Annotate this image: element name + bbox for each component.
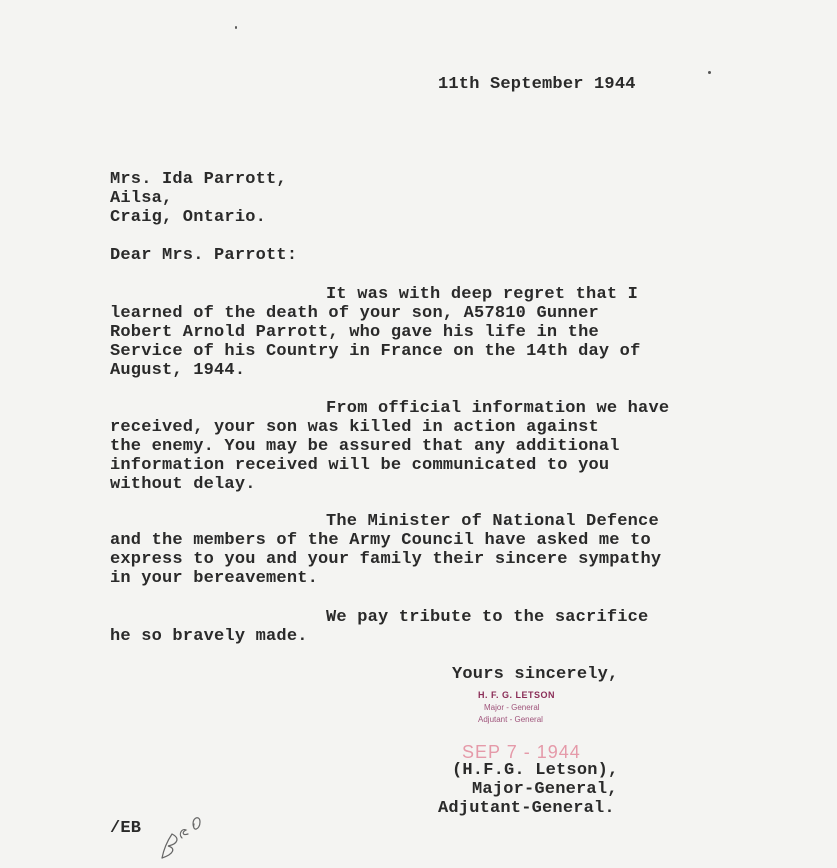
paragraph-line: information received will be communicated to you bbox=[110, 456, 610, 475]
recipient-line: Craig, Ontario. bbox=[110, 208, 267, 227]
paragraph-line: It was with deep regret that I bbox=[326, 285, 639, 304]
signature-stamp-name: H. F. G. LETSON bbox=[478, 690, 556, 700]
paper-speck bbox=[708, 71, 711, 74]
received-date-stamp: SEP 7 - 1944 bbox=[462, 742, 581, 762]
paragraph-line: express to you and your family their sincere sympathy bbox=[110, 550, 662, 569]
paragraph-line: From official information we have bbox=[326, 399, 670, 418]
paragraph-line: the enemy. You may be assured that any additional bbox=[110, 437, 620, 456]
signatory-rank: Major-General, bbox=[472, 780, 618, 799]
recipient-line: Ailsa, bbox=[110, 189, 173, 208]
salutation: Dear Mrs. Parrott: bbox=[110, 246, 298, 265]
paragraph-line: received, your son was killed in action against bbox=[110, 418, 599, 437]
paragraph-line: in your bereavement. bbox=[110, 569, 319, 588]
signatory-name: (H.F.G. Letson), bbox=[452, 761, 619, 780]
paragraph-line: Service of his Country in France on the 14th day of bbox=[110, 342, 641, 361]
signature-stamp-rank: Major - General bbox=[484, 703, 540, 712]
recipient-line: Mrs. Ida Parrott, bbox=[110, 170, 287, 189]
signatory-title: Adjutant-General. bbox=[438, 799, 615, 818]
paragraph-line: Robert Arnold Parrott, who gave his life in the bbox=[110, 323, 599, 342]
paper-speck bbox=[235, 26, 237, 29]
paragraph-line: The Minister of National Defence bbox=[326, 512, 659, 531]
paragraph-line: learned of the death of your son, A57810 Gunner bbox=[110, 304, 599, 323]
closing: Yours sincerely, bbox=[452, 665, 619, 684]
paragraph-line: he so bravely made. bbox=[110, 627, 308, 646]
paragraph-line: without delay. bbox=[110, 475, 256, 494]
handwritten-note bbox=[152, 808, 212, 868]
paragraph-line: We pay tribute to the sacrifice bbox=[326, 608, 649, 627]
signature-stamp-title: Adjutant - General bbox=[478, 715, 543, 724]
paragraph-line: August, 1944. bbox=[110, 361, 246, 380]
letter-date: 11th September 1944 bbox=[438, 75, 636, 94]
paragraph-line: and the members of the Army Council have asked me to bbox=[110, 531, 651, 550]
typist-initials: /EB bbox=[110, 819, 142, 838]
